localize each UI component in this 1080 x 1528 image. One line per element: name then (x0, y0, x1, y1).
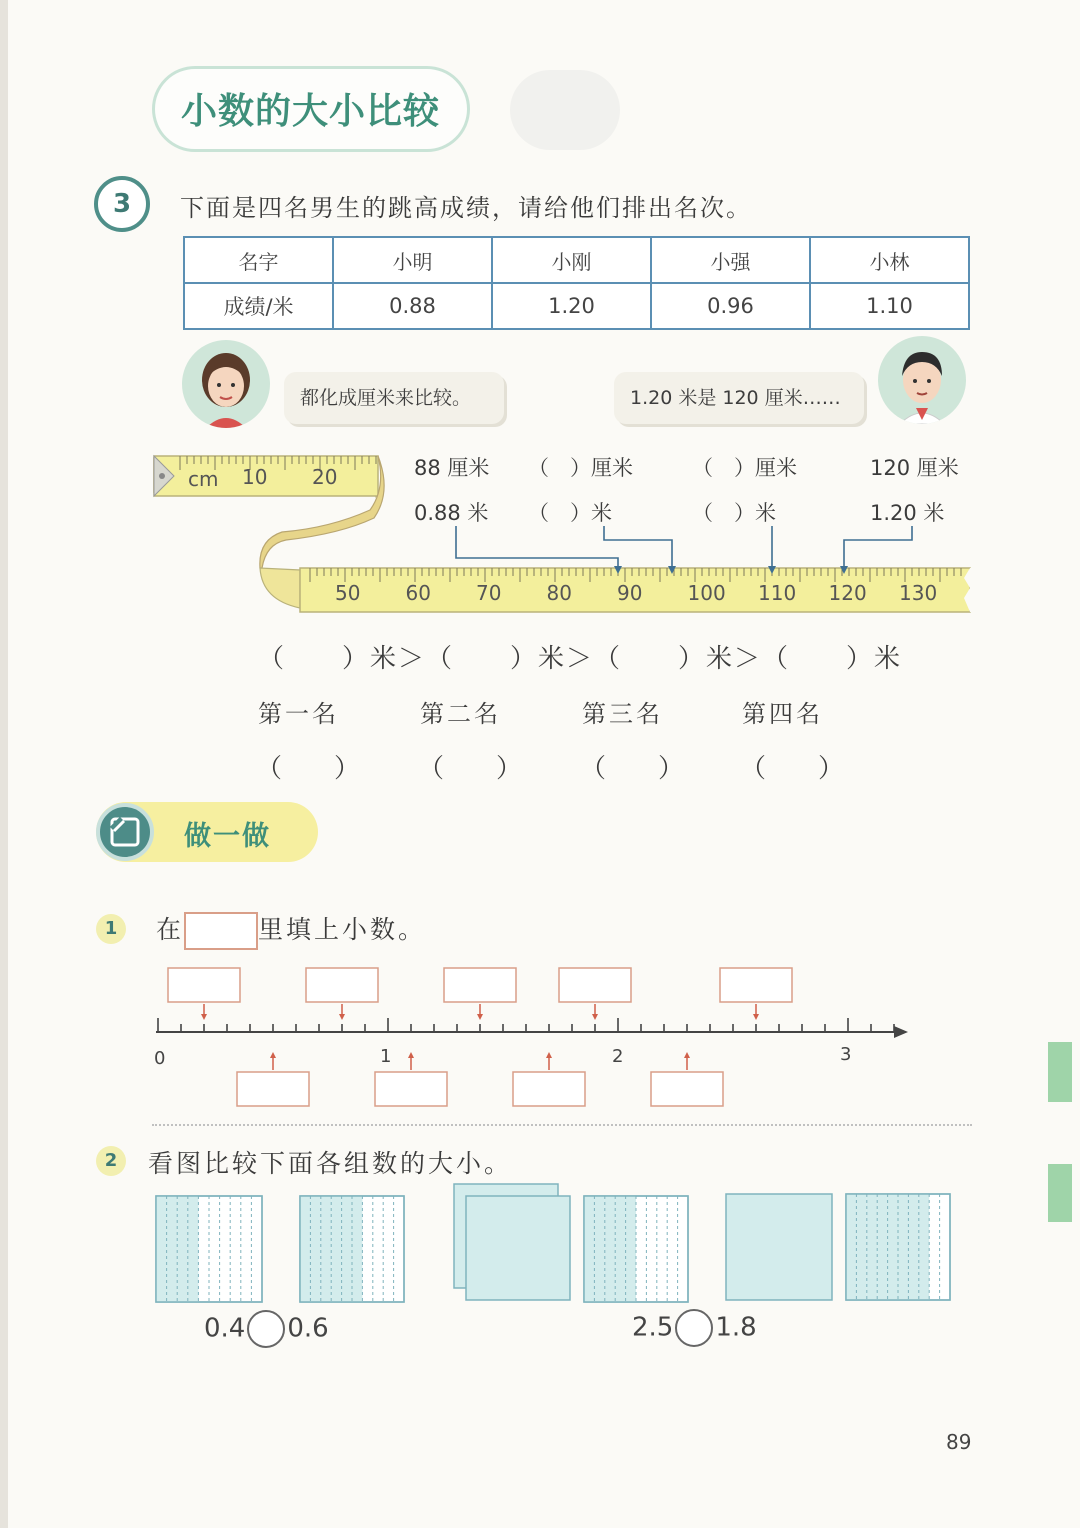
exercise-1-prompt (156, 910, 426, 950)
exercise-number-badge: 2 (96, 1146, 126, 1176)
exercise-1-text-before: 在 (156, 915, 185, 944)
tape-bottom-label: 100 (687, 581, 726, 605)
table-cell: 小明 (333, 237, 492, 283)
exercise-2-prompt: 看图比较下面各组数的大小。 (148, 1149, 513, 1178)
title-banner (152, 66, 470, 152)
axis-label: 3 (840, 1044, 852, 1065)
full-square-figure (726, 1194, 832, 1300)
m-blank: （ ）米 (692, 501, 776, 525)
m-value: 1.20 米 (870, 501, 945, 525)
grid-strips-figure (156, 1196, 262, 1302)
grid-strips-figure (584, 1196, 688, 1302)
compare-answer-circle[interactable] (247, 1310, 285, 1348)
tape-bottom-label: 110 (758, 581, 797, 605)
cm-blank: （ ）厘米 (692, 456, 797, 480)
m-value: 0.88 米 (414, 501, 489, 525)
cm-blank: （ ）厘米 (528, 456, 633, 480)
compare-left-value: 2.5 (632, 1312, 674, 1343)
question-number-badge: 3 (94, 176, 150, 232)
order-answer-line[interactable]: （ ）米＞（ ）米＞（ ）米＞（ ）米 (258, 644, 903, 674)
table-cell: 名字 (184, 237, 333, 283)
table-cell: 1.20 (492, 283, 651, 329)
m-blank: （ ）米 (528, 501, 612, 525)
tape-top-label: 20 (312, 465, 338, 489)
score-table (183, 236, 970, 330)
tape-pointer-arrows (440, 522, 940, 574)
axis-label: 2 (612, 1046, 624, 1067)
answer-box[interactable] (306, 968, 378, 1002)
boy-avatar (878, 336, 966, 424)
boy-speech-bubble: 1.20 米是 120 厘米…… (614, 372, 864, 424)
tape-bottom-label: 120 (828, 581, 867, 605)
pointer-arrowhead (684, 1052, 690, 1058)
rank-label: 第二名 (420, 700, 501, 728)
girl-avatar (182, 340, 270, 428)
table-header-row (184, 237, 969, 283)
compare-right-value: 1.8 (715, 1312, 757, 1343)
side-tab (1048, 1042, 1072, 1102)
page-number: 89 (946, 1430, 972, 1454)
cm-value: 120 厘米 (870, 456, 959, 480)
practice-icon (96, 803, 154, 861)
answer-box[interactable] (237, 1072, 309, 1106)
pointer-arrowhead (201, 1014, 207, 1020)
question-prompt: 下面是四名男生的跳高成绩，请给他们排出名次。 (180, 194, 752, 222)
answer-box[interactable] (168, 968, 240, 1002)
axis-label: 0 (154, 1048, 166, 1069)
sample-answer-box (184, 912, 258, 950)
table-cell: 成绩/米 (184, 283, 333, 329)
comparison-1 (204, 1310, 329, 1348)
rank-answer-blank[interactable]: （ ） (256, 754, 361, 784)
tape-top-label: 10 (242, 465, 268, 489)
pointer-arrowhead (753, 1014, 759, 1020)
decimal-grid-figures (150, 1180, 960, 1310)
rank-label: 第三名 (582, 700, 663, 728)
compare-left-value: 0.4 (204, 1313, 246, 1344)
rank-label: 第一名 (258, 700, 339, 728)
full-square-figure (454, 1184, 570, 1300)
compare-right-value: 0.6 (287, 1313, 329, 1344)
page-edge (0, 0, 8, 1528)
pointer-arrowhead (546, 1052, 552, 1058)
tape-bottom-label: 80 (546, 581, 572, 605)
exercise-1-text-after: 里填上小数。 (258, 915, 427, 944)
cm-value: 88 厘米 (414, 456, 490, 480)
axis-label: 1 (380, 1046, 392, 1067)
tape-bottom-label: 130 (899, 581, 938, 605)
tape-bottom-label: 70 (476, 581, 502, 605)
tape-bottom-label: 90 (617, 581, 643, 605)
zuo-yi-zuo-label: 做一做 (184, 821, 271, 852)
table-cell: 小刚 (492, 237, 651, 283)
answer-box[interactable] (444, 968, 516, 1002)
answer-box[interactable] (651, 1072, 723, 1106)
compare-answer-circle[interactable] (675, 1309, 713, 1347)
answer-box[interactable] (375, 1072, 447, 1106)
pointer-arrowhead (592, 1014, 598, 1020)
grid-strips-figure (846, 1194, 950, 1300)
answer-box[interactable] (513, 1072, 585, 1106)
rank-answer-blank[interactable]: （ ） (418, 754, 523, 784)
rank-answer-blank[interactable]: （ ） (580, 754, 685, 784)
table-cell: 小林 (810, 237, 969, 283)
title-ghost-shape (510, 70, 620, 150)
answer-box[interactable] (720, 968, 792, 1002)
exercise-number-badge: 1 (96, 914, 126, 944)
tape-bottom-label: 50 (335, 581, 361, 605)
pointer-arrowhead (477, 1014, 483, 1020)
table-cell: 1.10 (810, 283, 969, 329)
pointer-arrowhead (408, 1052, 414, 1058)
comparison-2 (632, 1309, 757, 1347)
page-title: 小数的大小比较 (181, 91, 441, 132)
number-line (148, 960, 928, 1115)
table-row (184, 283, 969, 329)
tape-bottom-label: 60 (405, 581, 431, 605)
side-tab (1048, 1164, 1072, 1222)
answer-box[interactable] (559, 968, 631, 1002)
pointer-arrowhead (270, 1052, 276, 1058)
table-cell: 0.96 (651, 283, 810, 329)
girl-speech-bubble: 都化成厘米来比较。 (284, 372, 504, 424)
rank-label: 第四名 (742, 700, 823, 728)
pointer-arrowhead (339, 1014, 345, 1020)
table-cell: 0.88 (333, 283, 492, 329)
grid-strips-figure (300, 1196, 404, 1302)
section-divider (152, 1124, 972, 1126)
tape-unit-label: cm (188, 467, 219, 491)
rank-answer-blank[interactable]: （ ） (740, 754, 845, 784)
table-cell: 小强 (651, 237, 810, 283)
